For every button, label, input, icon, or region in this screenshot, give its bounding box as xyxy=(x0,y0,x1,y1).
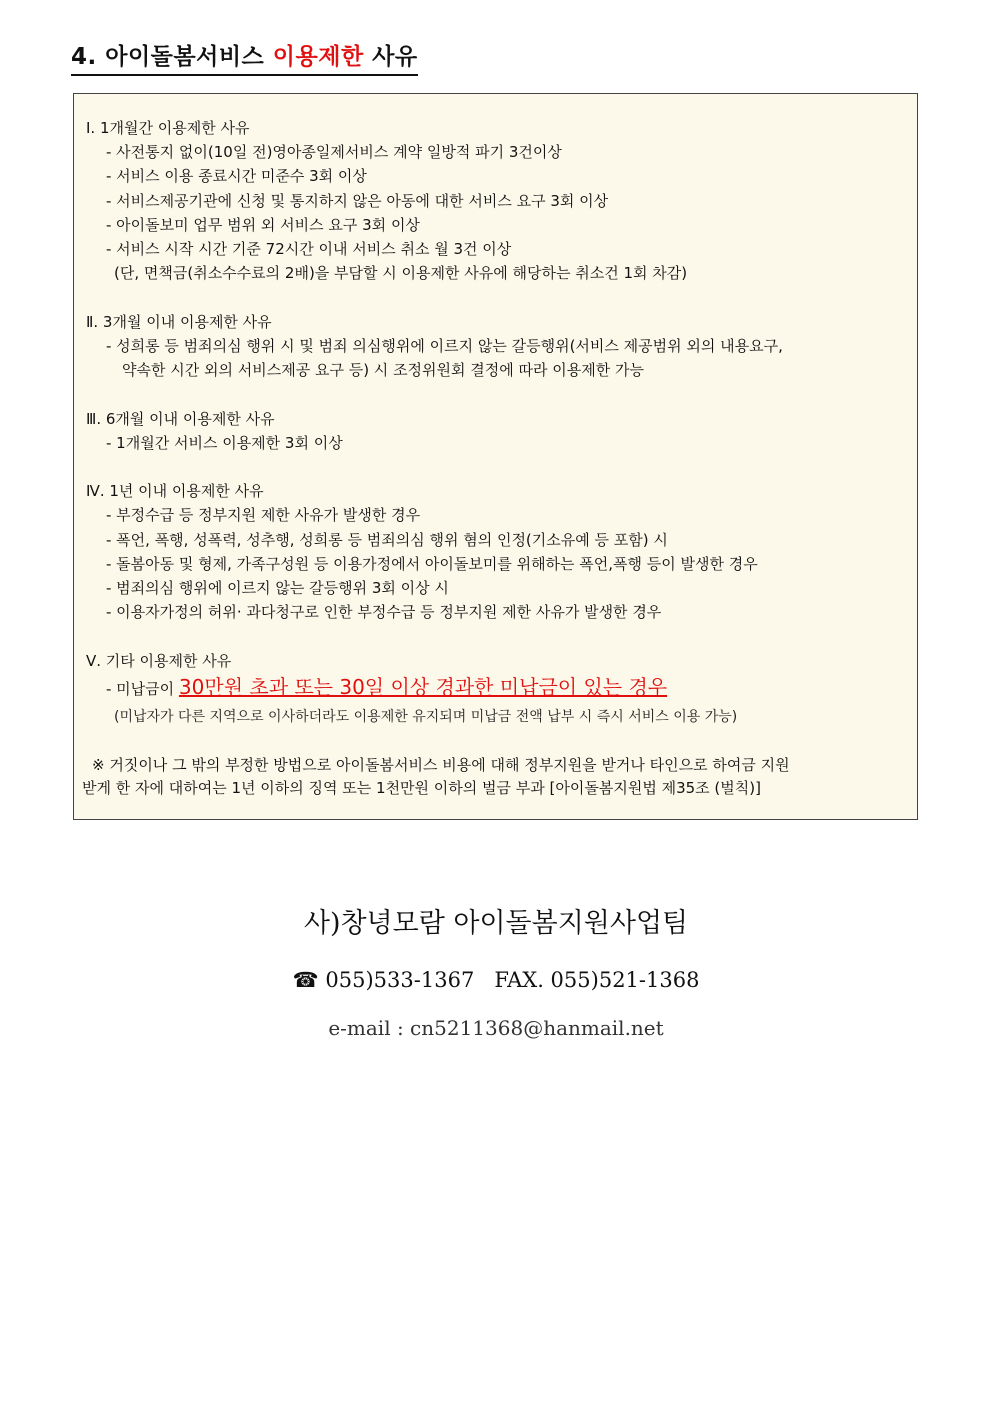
section-5-note: (미납자가 다른 지역으로 이사하더라도 이용제한 유지되며 미납금 전액 납부 시 즉시 서비스 이용 가능) xyxy=(114,709,738,725)
section-4-title: Ⅳ. 1년 이내 이용제한 사유 xyxy=(86,482,264,500)
section-2-item-continued: 약속한 시간 외의 서비스제공 요구 등) 시 조정위원회 결정에 따라 이용제한 가능 xyxy=(122,361,644,379)
phone-icon: ☎ xyxy=(292,968,319,992)
section-4-item: - 범죄의심 행위에 이르지 않는 갈등행위 3회 이상 시 xyxy=(106,579,449,597)
section-1-item: - 아이돌보미 업무 범위 외 서비스 요구 3회 이상 xyxy=(106,216,420,234)
section-4-item: - 이용자가정의 허위· 과다청구로 인한 부정수급 등 정부지원 제한 사유가 발생한 경우 xyxy=(106,603,662,621)
page-heading xyxy=(71,42,418,76)
email-address: e-mail : cn5211368@hanmail.net xyxy=(328,1016,664,1040)
phone-number: 055)533-1367 xyxy=(325,968,475,992)
section-1-item: - 사전통지 없이(10일 전)영아종일제서비스 계약 일방적 파기 3건이상 xyxy=(106,143,562,161)
contact-numbers xyxy=(0,966,992,994)
penalty-warning-line-1: ※ 거짓이나 그 밖의 부정한 방법으로 아이돌봄서비스 비용에 대해 정부지원을 받거나 타인으로 하여금 지원 xyxy=(92,756,790,774)
section-4-item: - 돌봄아동 및 형제, 가족구성원 등 이용가정에서 아이돌보미를 위해하는 폭언,폭행 등이 발생한 경우 xyxy=(106,555,758,573)
section-4-item: - 부정수급 등 정부지원 제한 사유가 발생한 경우 xyxy=(106,506,421,524)
section-1-title: Ⅰ. 1개월간 이용제한 사유 xyxy=(86,119,250,137)
section-2-title: Ⅱ. 3개월 이내 이용제한 사유 xyxy=(86,313,272,331)
heading-highlight: 이용제한 xyxy=(272,44,364,70)
section-1-note: (단, 면책금(취소수수료의 2배)을 부담할 시 이용제한 사유에 해당하는 취소건 1회 차감) xyxy=(114,264,688,282)
section-3-item: - 1개월간 서비스 이용제한 3회 이상 xyxy=(106,434,343,452)
heading-prefix: 4. 아이돌봄서비스 xyxy=(71,44,273,70)
unpaid-condition-highlight: 30만원 초과 또는 30일 이상 경과한 미납금이 있는 경우 xyxy=(178,675,668,699)
section-5-item xyxy=(106,675,667,701)
section-1-item: - 서비스 시작 시간 기준 72시간 이내 서비스 취소 월 3건 이상 xyxy=(106,240,512,258)
fax-number: FAX. 055)521-1368 xyxy=(494,968,700,992)
section-5-title: Ⅴ. 기타 이용제한 사유 xyxy=(86,652,232,670)
section-2-item: - 성희롱 등 범죄의심 행위 시 및 범죄 의심행위에 이르지 않는 갈등행위(서비스 제공범위 외의 내용요구, xyxy=(106,337,783,355)
section-5-item-prefix: - 미납금이 xyxy=(106,680,179,698)
section-1-item: - 서비스 이용 종료시간 미준수 3회 이상 xyxy=(106,167,367,185)
penalty-warning-line-2: 받게 한 자에 대하여는 1년 이하의 징역 또는 1천만원 이하의 벌금 부과 [아이돌봄지원법 제35조 (벌칙)] xyxy=(82,779,761,797)
heading-suffix: 사유 xyxy=(363,44,418,70)
section-1-item: - 서비스제공기관에 신청 및 통지하지 않은 아동에 대한 서비스 요구 3회 이상 xyxy=(106,192,609,210)
organization-name: 사)창녕모람 아이돌봄지원사업팀 xyxy=(303,908,689,939)
restriction-reasons-box xyxy=(73,93,918,820)
section-4-item: - 폭언, 폭행, 성폭력, 성추행, 성희롱 등 범죄의심 행위 혐의 인정(기소유예 등 포함) 시 xyxy=(106,531,668,549)
section-3-title: Ⅲ. 6개월 이내 이용제한 사유 xyxy=(86,410,275,428)
